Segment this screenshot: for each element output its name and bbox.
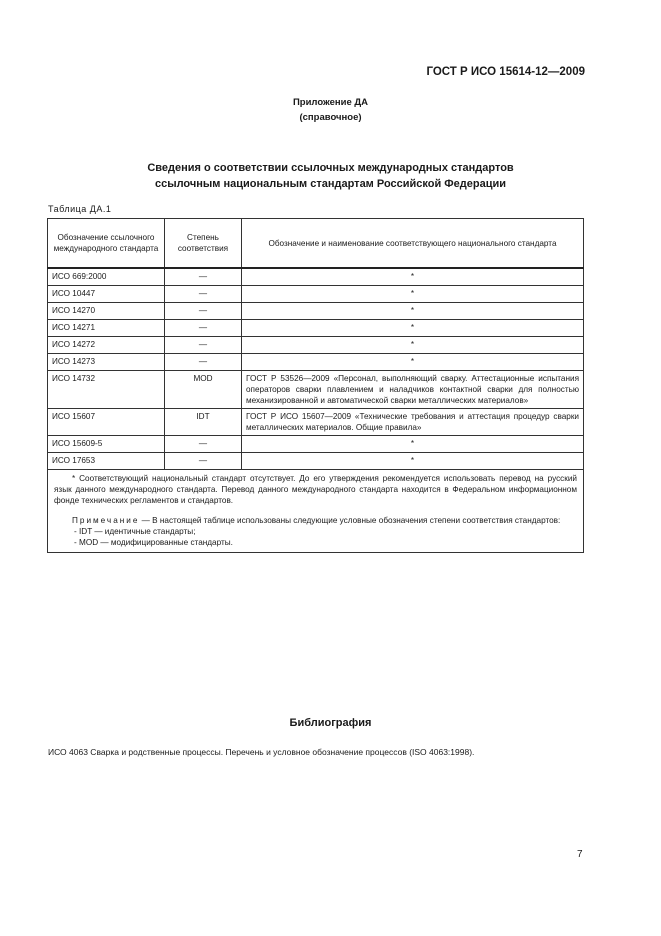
intl-standard-cell: ИСО 10447 [48,286,165,303]
annex-title: Приложение ДА [292,97,369,108]
annex-subtitle: (справочное) [299,112,362,123]
intl-standard-cell: ИСО 14273 [48,354,165,371]
degree-cell: — [165,453,242,470]
table-row [48,303,584,320]
page-number: 7 [577,849,583,860]
degree-cell: — [165,268,242,286]
degree-cell: IDT [165,409,242,436]
degree-cell: — [165,436,242,453]
table-row [48,453,584,470]
intl-standard-cell: ИСО 15609-5 [48,436,165,453]
table-caption: Таблица ДА.1 [48,204,112,214]
national-standard-cell: * [242,436,584,453]
section-title-line2: ссылочным национальным стандартам Российской Федерации [154,178,507,190]
intl-standard-cell: ИСО 14732 [48,371,165,409]
table-footer-row [48,470,584,553]
intl-standard-cell: ИСО 14270 [48,303,165,320]
intl-standard-cell: ИСО 669:2000 [48,268,165,286]
annex-heading [0,95,661,125]
national-standard-cell: * [242,354,584,371]
degree-cell: — [165,303,242,320]
national-standard-cell: * [242,268,584,286]
national-standard-cell: * [242,303,584,320]
header-national-standard: Обозначение и наименование соответствующего национального стандарта [242,219,584,269]
note-item-idt: - IDT — идентичные стандарты; [74,527,196,536]
table-notes [48,470,584,553]
table-header-row [48,219,584,269]
degree-cell: — [165,286,242,303]
national-standard-cell: * [242,337,584,354]
table-row [48,286,584,303]
note-item-mod: - MOD — модифицированные стандарты. [74,538,233,547]
correspondence-table [47,218,584,553]
national-standard-cell: ГОСТ Р 53526—2009 «Персонал, выполняющий сварку. Аттестационные испытания операторов сварки плавлением и наладчиков контактной сварки для полностью механизированной и автоматической сварки металлических материалов» [242,371,584,409]
header-intl-standard: Обозначение ссылочного международного стандарта [48,219,165,269]
table-footnote: * Соответствующий национальный стандарт отсутствует. До его утверждения рекомендуется использовать перевод на русский язык данного международного стандарта. Перевод данного международного стандарта находится в Федеральном информационном фонде технических регламентов и стандартов. [54,474,577,505]
table-row [48,354,584,371]
table-row [48,268,584,286]
national-standard-cell: * [242,320,584,337]
intl-standard-cell: ИСО 17653 [48,453,165,470]
table-row [48,371,584,409]
degree-cell: — [165,337,242,354]
degree-cell: — [165,320,242,337]
bibliography-title: Библиография [289,717,372,729]
table-note [54,515,577,526]
table-row [48,409,584,436]
intl-standard-cell: ИСО 14272 [48,337,165,354]
national-standard-cell: * [242,453,584,470]
note-label: Примечание [72,516,140,525]
intl-standard-cell: ИСО 15607 [48,409,165,436]
degree-cell: — [165,354,242,371]
document-code: ГОСТ Р ИСО 15614-12—2009 [426,66,585,78]
national-standard-cell: * [242,286,584,303]
section-title [0,160,661,192]
degree-cell: MOD [165,371,242,409]
table-row [48,337,584,354]
national-standard-cell: ГОСТ Р ИСО 15607—2009 «Технические требования и аттестация процедур сварки металлических материалов. Общие правила» [242,409,584,436]
header-degree: Степень соответствия [165,219,242,269]
table-row [48,436,584,453]
note-text: — В настоящей таблице использованы следующие условные обозначения степени соответствия стандартов: [141,516,561,525]
table-row [48,320,584,337]
bibliography-item: ИСО 4063 Сварка и родственные процессы. Перечень и условное обозначение процессов (ISO 4063:1998). [48,747,475,757]
intl-standard-cell: ИСО 14271 [48,320,165,337]
section-title-line1: Сведения о соответствии ссылочных международных стандартов [147,162,514,174]
